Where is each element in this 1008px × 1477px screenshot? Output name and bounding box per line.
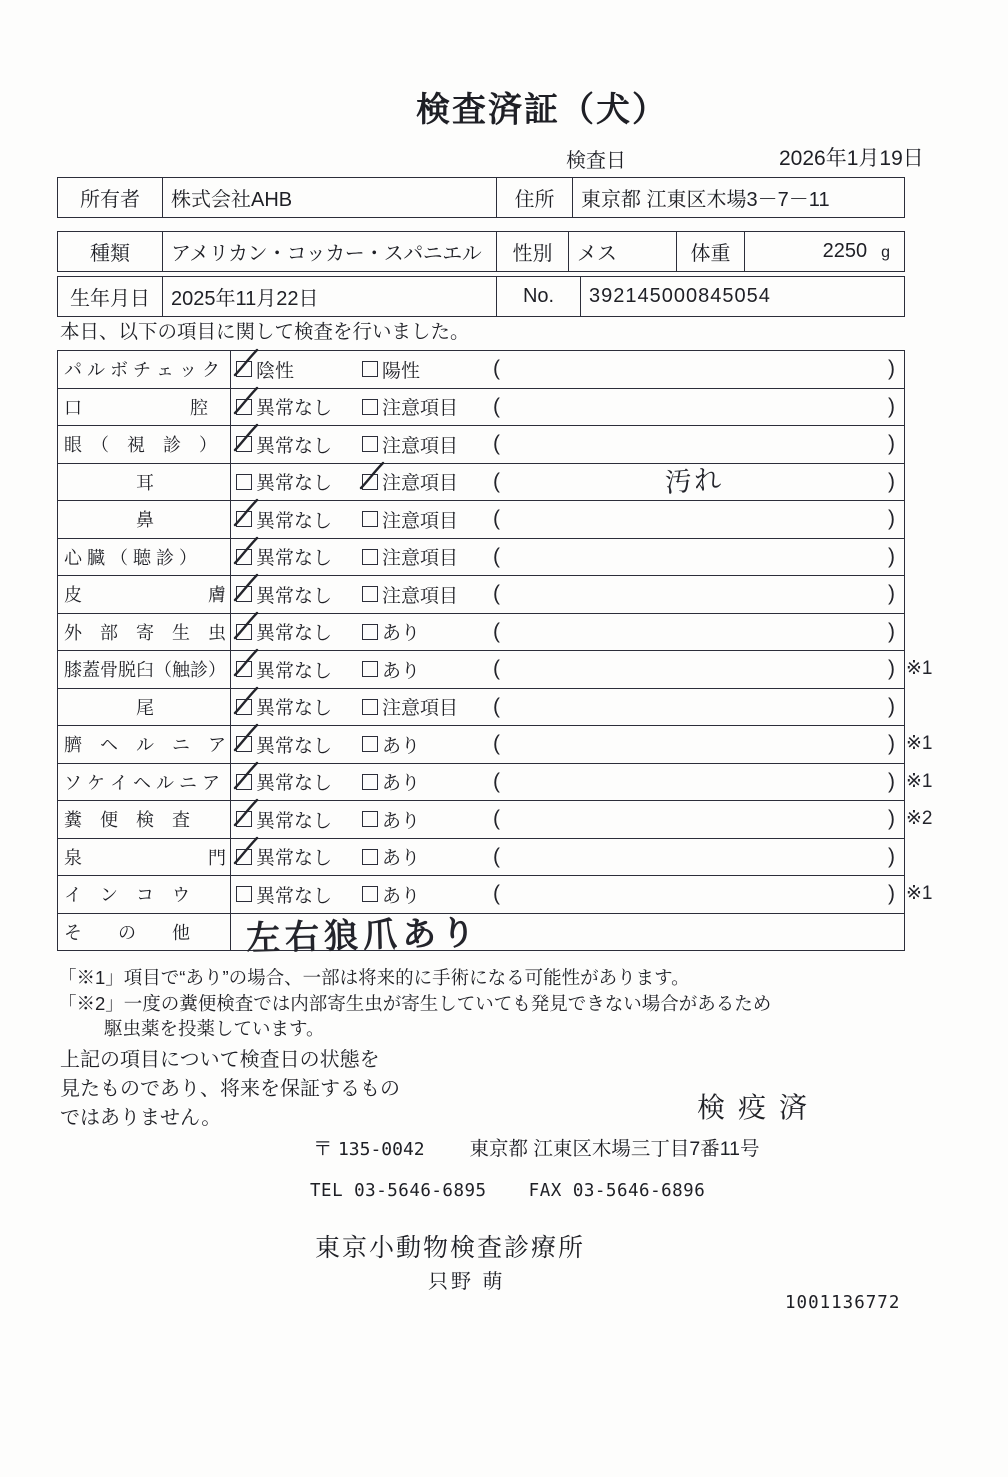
owner-name: 株式会社AHB xyxy=(163,178,497,218)
exam-row xyxy=(58,839,904,877)
exam-row xyxy=(58,464,904,502)
option-label: あり xyxy=(382,848,421,870)
option-label: 注意項目 xyxy=(382,473,459,495)
checkbox[interactable] xyxy=(362,774,378,790)
exam-option xyxy=(362,806,493,833)
exam-option xyxy=(362,843,493,870)
clinic-tel-line xyxy=(310,1181,705,1201)
weight-unit: g xyxy=(881,244,890,261)
exam-option xyxy=(236,581,362,608)
sex-label: 性別 xyxy=(497,232,569,272)
paren-open: ( xyxy=(493,844,500,868)
option-label: 異常なし xyxy=(256,698,333,720)
remarks-field xyxy=(493,507,904,531)
option-label: 異常なし xyxy=(256,773,333,795)
exam-item-label: 尾 xyxy=(58,689,231,726)
exam-option xyxy=(362,656,493,683)
exam-row xyxy=(58,539,904,577)
option-label: 異常なし xyxy=(256,473,333,495)
exam-row-content xyxy=(231,501,904,538)
footnote-mark: ※1 xyxy=(906,883,933,904)
paren-open: ( xyxy=(493,544,500,568)
exam-row xyxy=(58,614,904,652)
disclaimer-line: 上記の項目について検査日の状態を xyxy=(60,1049,380,1071)
quarantine-stamp: 検疫済 xyxy=(697,1092,821,1123)
handwritten-note: 汚れ xyxy=(663,464,725,500)
exam-option xyxy=(236,881,362,908)
weight-label: 体重 xyxy=(677,232,745,272)
exam-option xyxy=(362,618,493,645)
exam-item-label: そ の 他 xyxy=(58,914,231,951)
remarks-field xyxy=(493,357,904,381)
remarks-field xyxy=(493,464,904,500)
checkbox-checked[interactable] xyxy=(236,849,252,865)
exam-row-content xyxy=(231,351,904,388)
paren-close: ) xyxy=(888,657,895,681)
checkbox[interactable] xyxy=(362,661,378,677)
option-label: あり xyxy=(382,885,421,907)
checkbox[interactable] xyxy=(362,811,378,827)
option-label: 異常なし xyxy=(256,398,333,420)
exam-row-content xyxy=(231,801,904,838)
disclaimer xyxy=(60,1046,400,1133)
exam-row-content xyxy=(231,464,904,501)
option-label: 異常なし xyxy=(256,810,333,832)
footnote-line: 「※2」一度の糞便検査では内部寄生虫が寄生していても発見できない場合があるため xyxy=(58,992,772,1014)
weight-number: 2250 xyxy=(822,240,868,262)
exam-option xyxy=(236,806,362,833)
exam-row xyxy=(58,426,904,464)
weight-value xyxy=(745,232,905,272)
exam-row xyxy=(58,501,904,539)
option-label: あり xyxy=(382,810,421,832)
exam-option xyxy=(236,431,362,458)
exam-row-content xyxy=(231,764,904,801)
checkbox[interactable] xyxy=(362,586,378,602)
option-label: 異常なし xyxy=(256,623,333,645)
paren-open: ( xyxy=(493,769,500,793)
inspection-date-value: 2026年1月19日 xyxy=(779,147,924,170)
clinic-address: 東京都 江東区木場三丁目7番11号 xyxy=(469,1138,760,1160)
option-label: あり xyxy=(382,660,421,682)
disclaimer-line: 見たものであり、将来を保証するもの xyxy=(60,1078,400,1100)
checkbox-checked[interactable] xyxy=(236,436,252,452)
exam-row-content xyxy=(231,576,904,613)
exam-option xyxy=(236,693,362,720)
paren-open: ( xyxy=(493,357,500,381)
exam-item-label: 外 部 寄 生 虫 xyxy=(58,614,231,651)
remarks-field xyxy=(493,395,904,419)
checkbox[interactable] xyxy=(236,886,252,902)
checkbox-checked[interactable] xyxy=(236,774,252,790)
option-label: 異常なし xyxy=(256,735,333,757)
postal-mark: 〒 xyxy=(313,1138,333,1160)
footnote-line: 駆虫薬を投薬しています。 xyxy=(104,1018,325,1039)
exam-item-label: 心 臓 （ 聴 診 ） xyxy=(58,539,231,576)
exam-row-content xyxy=(231,426,904,463)
paren-open: ( xyxy=(493,694,500,718)
paren-open: ( xyxy=(493,657,500,681)
birthdate-label: 生年月日 xyxy=(58,277,163,317)
footnote-mark: ※1 xyxy=(906,733,933,754)
exam-row xyxy=(58,651,933,689)
checkbox[interactable] xyxy=(362,511,378,527)
option-label: 異常なし xyxy=(256,435,333,457)
remarks-field xyxy=(493,732,904,756)
exam-row xyxy=(58,801,933,839)
option-label: 異常なし xyxy=(256,660,333,682)
exam-row-content xyxy=(231,614,904,651)
option-label: 注意項目 xyxy=(382,698,459,720)
exam-option xyxy=(362,881,493,908)
exam-row-content xyxy=(231,726,904,763)
checkbox[interactable] xyxy=(362,436,378,452)
paren-open: ( xyxy=(493,432,500,456)
exam-item-label: 鼻 xyxy=(58,501,231,538)
exam-option xyxy=(362,431,493,458)
checkbox-checked[interactable] xyxy=(236,399,252,415)
exam-row-content xyxy=(231,689,904,726)
option-label: 異常なし xyxy=(256,885,333,907)
exam-row-content xyxy=(231,539,904,576)
remarks-field xyxy=(493,432,904,456)
birthdate-value: 2025年11月22日 xyxy=(163,277,497,317)
checkbox[interactable] xyxy=(362,849,378,865)
exam-item-label: 耳 xyxy=(58,464,231,501)
exam-row-content xyxy=(231,389,904,426)
exam-row xyxy=(58,576,904,614)
exam-option xyxy=(236,656,362,683)
address-value: 東京都 江東区木場3－7－11 xyxy=(573,178,905,218)
clinic-fax: FAX 03-5646-6896 xyxy=(528,1181,706,1201)
exam-row-content xyxy=(231,913,904,960)
paren-close: ) xyxy=(888,807,895,831)
checkbox[interactable] xyxy=(362,699,378,715)
checkbox[interactable] xyxy=(362,399,378,415)
paren-close: ) xyxy=(888,544,895,568)
sex-value: メス xyxy=(569,232,677,272)
birthdate-table xyxy=(57,276,905,317)
species-value: アメリカン・コッカー・スパニエル xyxy=(163,232,497,272)
exam-row xyxy=(58,913,904,960)
exam-item-label: 眼 （ 視 診 ） xyxy=(58,426,231,463)
exam-item-label: パ ル ボ チ ェ ッ ク xyxy=(58,351,231,388)
exam-row xyxy=(58,876,933,914)
footnote-line: 「※1」項目で“あり”の場合、一部は将来的に手術になる可能性があります。 xyxy=(58,967,690,988)
paren-open: ( xyxy=(493,732,500,756)
exam-option xyxy=(236,506,362,533)
paren-close: ) xyxy=(888,619,895,643)
remarks-field xyxy=(493,582,904,606)
species-table xyxy=(57,231,905,272)
option-label: 陽性 xyxy=(382,360,421,382)
exam-option xyxy=(362,543,493,570)
exam-item-label: 臍 ヘ ル ニ ア xyxy=(58,726,231,763)
species-label: 種類 xyxy=(58,232,163,272)
paren-open: ( xyxy=(493,582,500,606)
exam-item-label: 膝蓋骨脱臼（触診） xyxy=(58,651,231,688)
exam-option xyxy=(362,393,493,420)
exam-item-label: イ ン コ ウ xyxy=(58,876,231,913)
paren-close: ) xyxy=(888,582,895,606)
checkbox[interactable] xyxy=(362,886,378,902)
footnotes xyxy=(58,965,771,1042)
checkbox[interactable] xyxy=(362,624,378,640)
owner-table xyxy=(57,177,905,218)
exam-row xyxy=(58,389,904,427)
exam-item-label: 泉 門 xyxy=(58,839,231,876)
exam-row-content xyxy=(231,876,904,913)
option-label: 注意項目 xyxy=(382,585,459,607)
no-label: No. xyxy=(497,277,581,317)
exam-item-label: 口 腔 xyxy=(58,389,231,426)
checkbox-checked[interactable] xyxy=(236,624,252,640)
exam-option xyxy=(236,393,362,420)
clinic-tel: TEL 03-5646-6895 xyxy=(310,1181,487,1201)
remarks-field xyxy=(493,620,904,644)
exam-option xyxy=(236,468,362,495)
footnote-mark: ※1 xyxy=(906,770,933,792)
serial-number: 1001136772 xyxy=(785,1293,901,1313)
option-label: 注意項目 xyxy=(382,548,459,570)
option-label: 異常なし xyxy=(256,548,333,570)
exam-row-content xyxy=(231,839,904,876)
exam-option xyxy=(362,768,493,795)
exam-table xyxy=(57,350,933,960)
paren-open: ( xyxy=(493,394,500,418)
exam-row-content xyxy=(231,651,904,688)
checkbox[interactable] xyxy=(236,474,252,490)
option-label: 陰性 xyxy=(256,360,295,382)
option-label: あり xyxy=(382,773,421,795)
exam-option xyxy=(236,543,362,570)
paren-open: ( xyxy=(493,619,500,643)
paren-open: ( xyxy=(493,882,500,906)
option-label: 異常なし xyxy=(256,848,333,870)
exam-row xyxy=(58,764,933,802)
postal-code: 135-0042 xyxy=(337,1139,425,1160)
remarks-field xyxy=(493,657,904,681)
option-label: あり xyxy=(382,623,421,645)
remarks-field xyxy=(493,882,904,906)
footnote-mark: ※2 xyxy=(906,808,933,829)
paren-close: ) xyxy=(888,469,895,493)
paren-open: ( xyxy=(493,469,500,493)
exam-option xyxy=(362,693,493,720)
no-value: 392145000845054 xyxy=(581,277,905,317)
inspection-date-label: 検査日 xyxy=(566,150,626,172)
option-label: あり xyxy=(382,735,421,757)
checkbox-checked[interactable] xyxy=(236,549,252,565)
checkbox-checked[interactable] xyxy=(236,736,252,752)
exam-item-label: 糞 便 検 査 xyxy=(58,801,231,838)
checkbox-checked[interactable] xyxy=(236,699,252,715)
paren-close: ) xyxy=(888,394,895,418)
exam-item-label: ソ ケ イ ヘ ル ニ ア xyxy=(58,764,231,801)
exam-item-label: 皮 膚 xyxy=(58,576,231,613)
remarks-field xyxy=(493,545,904,569)
checkbox-checked[interactable] xyxy=(236,361,252,377)
paren-open: ( xyxy=(493,807,500,831)
checkbox-checked[interactable] xyxy=(236,661,252,677)
paren-close: ) xyxy=(888,769,895,793)
exam-row xyxy=(58,689,904,727)
checkbox[interactable] xyxy=(362,549,378,565)
checkbox-checked[interactable] xyxy=(236,511,252,527)
paren-close: ) xyxy=(888,357,895,381)
paren-close: ) xyxy=(888,844,895,868)
handwritten-note: 左右狼爪あり xyxy=(245,913,481,960)
checkbox[interactable] xyxy=(362,736,378,752)
exam-option xyxy=(236,843,362,870)
option-label: 異常なし xyxy=(256,510,333,532)
paren-close: ) xyxy=(888,882,895,906)
remarks-field xyxy=(493,695,904,719)
exam-option xyxy=(236,356,362,383)
paren-close: ) xyxy=(888,432,895,456)
exam-option xyxy=(236,618,362,645)
exam-option xyxy=(362,731,493,758)
paren-open: ( xyxy=(493,507,500,531)
remarks-field xyxy=(493,845,904,869)
owner-label: 所有者 xyxy=(58,178,163,218)
remarks-field xyxy=(493,770,904,794)
checkbox-checked[interactable] xyxy=(236,586,252,602)
option-label: 注意項目 xyxy=(382,510,459,532)
veterinarian-name: 只野 萌 xyxy=(428,1271,506,1293)
exam-option xyxy=(236,731,362,758)
paren-close: ) xyxy=(888,507,895,531)
disclaimer-line: ではありません。 xyxy=(60,1107,222,1129)
address-label: 住所 xyxy=(497,178,573,218)
clinic-name: 東京小動物検査診療所 xyxy=(315,1234,586,1262)
exam-option xyxy=(362,356,493,383)
exam-option xyxy=(362,581,493,608)
exam-row xyxy=(58,726,933,764)
clinic-postal-line xyxy=(313,1133,760,1161)
exam-row xyxy=(58,351,904,389)
exam-option xyxy=(236,768,362,795)
checkbox[interactable] xyxy=(362,361,378,377)
option-label: 注意項目 xyxy=(382,398,459,420)
exam-option xyxy=(362,506,493,533)
intro-text: 本日、以下の項目に関して検査を行いました。 xyxy=(60,321,470,343)
checkbox-checked[interactable] xyxy=(236,811,252,827)
paren-close: ) xyxy=(888,694,895,718)
paren-close: ) xyxy=(888,732,895,756)
exam-option xyxy=(362,468,493,495)
option-label: 注意項目 xyxy=(382,435,459,457)
option-label: 異常なし xyxy=(256,585,333,607)
remarks-field xyxy=(493,807,904,831)
footnote-mark: ※1 xyxy=(906,658,933,679)
checkbox-checked[interactable] xyxy=(362,474,378,490)
page-title: 検査済証（犬） xyxy=(416,91,668,129)
